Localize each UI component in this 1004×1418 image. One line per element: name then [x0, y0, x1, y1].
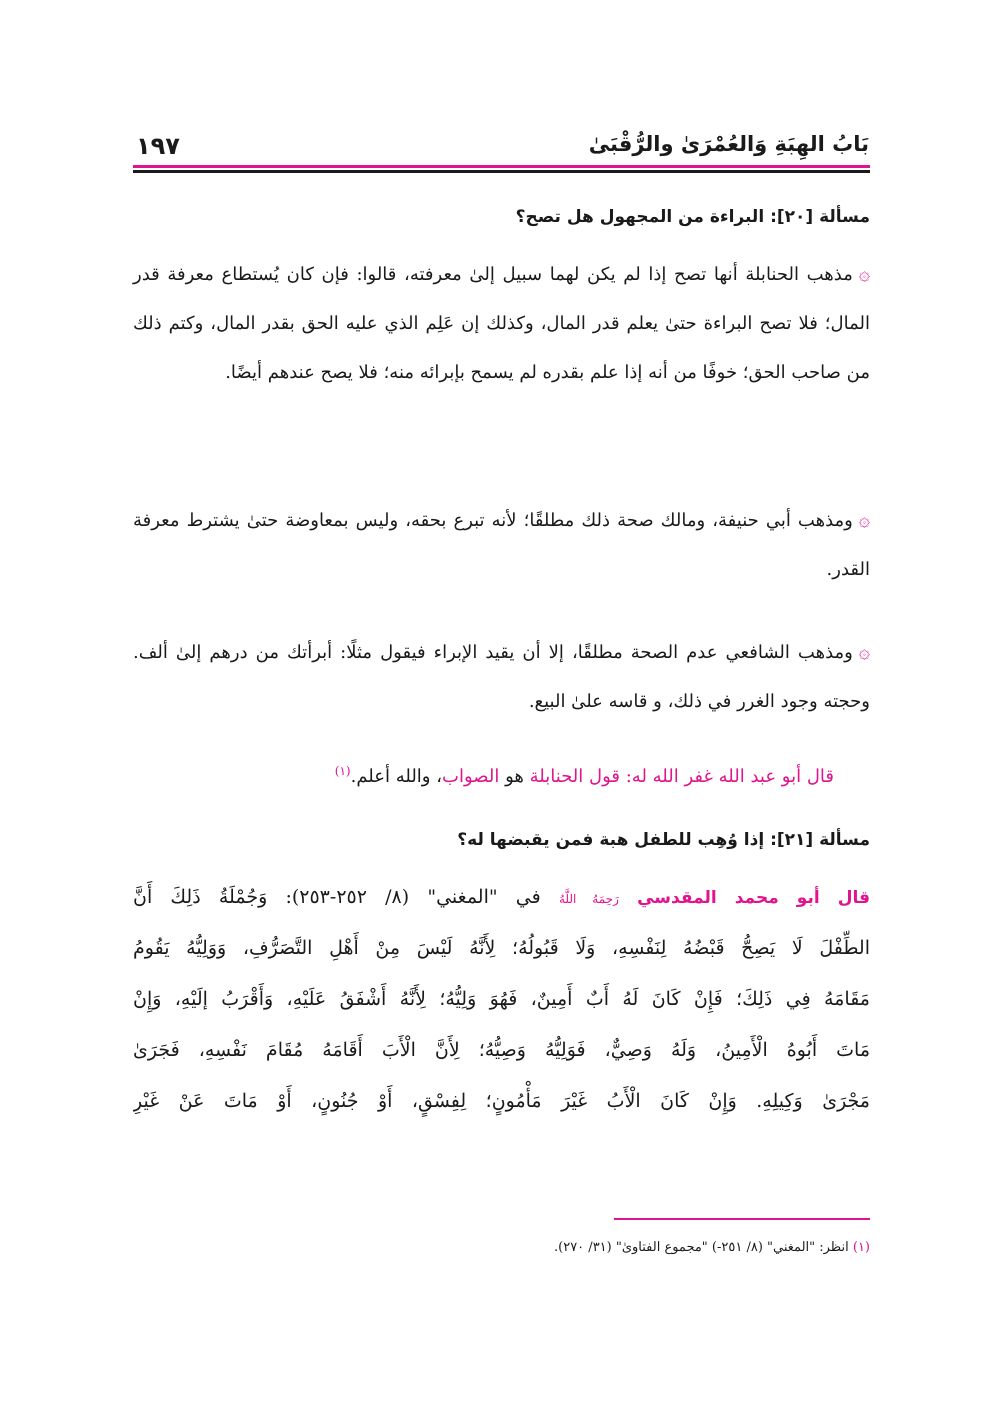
quote-line-1-text: في "المغني" (٨/ ٢٥٢-٢٥٣): وَجُمْلَةُ ذَلِكَ أَنَّ [133, 886, 541, 908]
flower-ornament-icon: ۞ [858, 509, 870, 531]
author-conclusion [335, 764, 834, 787]
paragraph-hanbali-text: مذهب الحنابلة أنها تصح إذا لم يكن لهما سبيل إلىٰ معرفته، قالوا: فإن كان يُستطاع معرفة قدر المال؛ فلا تصح البراءة حتىٰ يعلم قدر المال، وكذلك إن عَلِم الذي عليه الحق بقدر المال، وكتم ذلك من صاحب الحق؛ خوفًا من أنه إذا علم بقدره لم يسمح بإبرائه منه؛ فلا يصح عندهم أيضًا. [133, 264, 870, 383]
page-number: ١٩٧ [136, 132, 180, 160]
quote-line-1 [133, 875, 870, 919]
quote-author: قال أبو محمد المقدسي [637, 888, 870, 908]
quote-line-3: مَقَامَهُ فِي ذَلِكَ؛ فَإِنْ كَانَ لَهُ أَبٌ أَمِينٌ، فَهُوَ وَلِيُّهُ؛ لِأَنَّهُ أَشْفَقُ عَلَيْهِ، وَأَقْرَبُ إلَيْهِ، وَإِنْ [133, 988, 870, 1010]
flower-ornament-icon: ۞ [858, 263, 870, 285]
paragraph-hanafi-maliki [133, 496, 870, 594]
footnote [554, 1240, 870, 1255]
conclusion-opinion: قول الحنابلة [529, 766, 620, 787]
quote-line-4: مَاتَ أَبُوهُ الْأَمِينُ، وَلَهُ وَصِيٌّ، فَوَلِيُّهُ وَصِيُّهُ؛ لِأَنَّ الْأَبَ أَقَامَهُ مُقَامَ نَفْسِهِ، فَجَرَىٰ [133, 1039, 870, 1061]
footnote-number: (١) [852, 1240, 870, 1255]
chapter-title: بَابُ الهِبَةِ وَالعُمْرَىٰ والرُّقْبَىٰ [588, 132, 869, 156]
conclusion-mid: هو [505, 766, 524, 787]
honorific: رَحِمَهُ اللَّهُ [558, 892, 619, 906]
footnote-reference[interactable]: (١) [334, 764, 351, 778]
paragraph-shafii [133, 628, 870, 726]
footnote-text: انظر: "المغني" (٨/ ٢٥١-) "مجموع الفتاوىٰ" (٣١/ ٢٧٠). [554, 1240, 849, 1255]
conclusion-correct: الصواب [442, 766, 500, 787]
quote-line-5: مَجْرَىٰ وَكِيلِهِ. وَإِنْ كَانَ الْأَبُ غَيْرَ مَأْمُونٍ؛ لِفِسْقٍ، أَوْ جُنُونٍ، أَوْ مَاتَ عَنْ غَيْرِ [133, 1090, 870, 1112]
quote-line-2: الطِّفْلَ لَا يَصِحُّ قَبْضُهُ لِنَفْسِهِ، وَلَا قَبُولُهُ؛ لِأَنَّهُ لَيْسَ مِنْ أَهْلِ التَّصَرُّفِ، وَوَلِيُّهُ يَقُومُ [133, 937, 870, 959]
paragraph-hanbali [133, 250, 870, 397]
conclusion-end: ، والله أعلم. [350, 766, 443, 787]
conclusion-author: قال أبو عبد الله غفر الله له: [625, 766, 834, 787]
flower-ornament-icon: ۞ [858, 641, 870, 663]
question-21-heading: مسألة [٢١]: إذا وُهِب للطفل هبة فمن يقبضها له؟ [457, 830, 870, 850]
header-rule-pink [133, 165, 870, 168]
footnote-rule [614, 1218, 870, 1220]
paragraph-hanafi-maliki-text: ومذهب أبي حنيفة، ومالك صحة ذلك مطلقًا؛ لأنه تبرع بحقه، وليس بمعاوضة حتىٰ يشترط معرفة القدر. [133, 510, 870, 580]
question-20-heading: مسألة [٢٠]: البراءة من المجهول هل تصح؟ [515, 207, 870, 227]
paragraph-shafii-text: ومذهب الشافعي عدم الصحة مطلقًا، إلا أن يقيد الإبراء فيقول مثلًا: أبرأتك من درهم إلىٰ ألف. وحجته وجود الغرر في ذلك، و قاسه علىٰ البيع. [133, 642, 870, 712]
header-rule-black [133, 170, 870, 173]
